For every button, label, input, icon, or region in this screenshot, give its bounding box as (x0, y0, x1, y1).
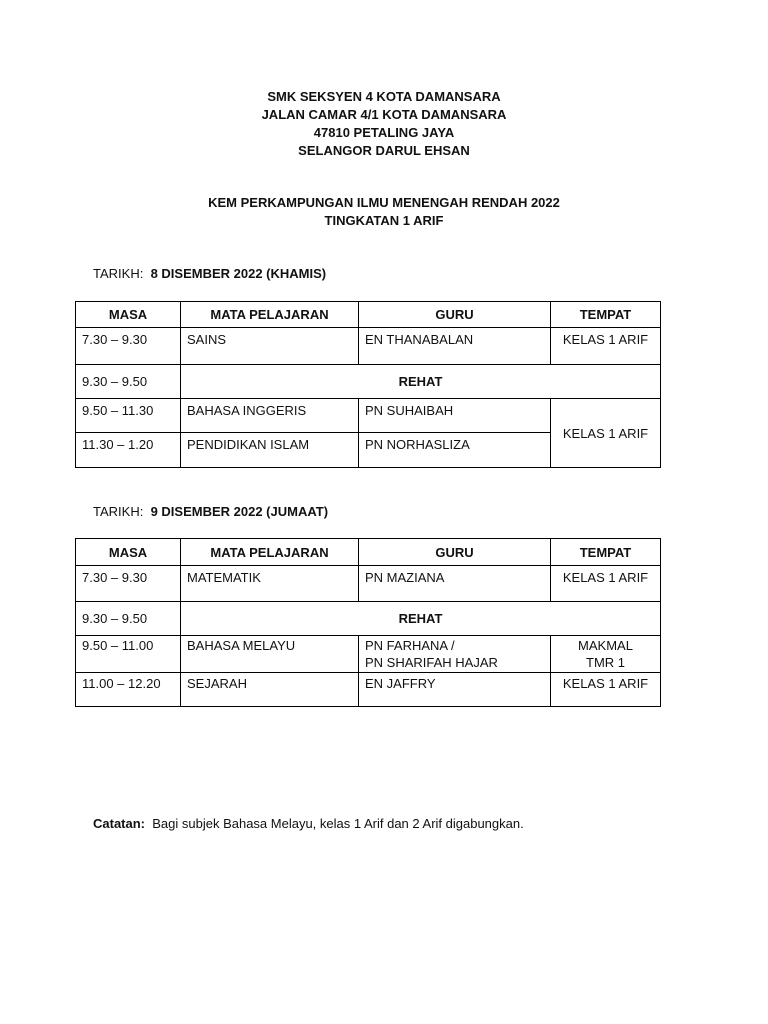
break-cell: REHAT (181, 602, 661, 636)
teacher-cell: EN THANABALAN (359, 328, 551, 365)
place-cell: KELAS 1 ARIF (551, 566, 661, 602)
table-row (76, 673, 661, 707)
day1-date (93, 265, 326, 283)
time-cell: 9.30 – 9.50 (76, 602, 181, 636)
date-label: TARIKH: (93, 266, 144, 281)
schedule-table-day1 (75, 301, 661, 468)
table-header-row (76, 302, 661, 328)
time-cell: 11.30 – 1.20 (76, 433, 181, 468)
time-cell: 7.30 – 9.30 (76, 328, 181, 365)
column-header: MATA PELAJARAN (181, 539, 359, 566)
class-title: TINGKATAN 1 ARIF (324, 213, 444, 228)
subject-cell: BAHASA INGGERIS (181, 399, 359, 433)
subject-cell: BAHASA MELAYU (181, 636, 359, 673)
place-cell: KELAS 1 ARIF (551, 673, 661, 707)
teacher-cell (359, 636, 551, 673)
table-row (76, 636, 661, 673)
subject-cell: SAINS (181, 328, 359, 365)
table-row (76, 602, 661, 636)
column-header: TEMPAT (551, 302, 661, 328)
table-row (76, 399, 661, 433)
school-address (0, 88, 768, 160)
place-cell: KELAS 1 ARIF (551, 399, 661, 468)
column-header: GURU (359, 302, 551, 328)
column-header: GURU (359, 539, 551, 566)
teacher-cell: PN NORHASLIZA (359, 433, 551, 468)
date-label: TARIKH: (93, 504, 144, 519)
table-header-row (76, 539, 661, 566)
break-cell: REHAT (181, 365, 661, 399)
teacher-cell: PN SUHAIBAH (359, 399, 551, 433)
column-header: MASA (76, 302, 181, 328)
teacher-cell: EN JAFFRY (359, 673, 551, 707)
camp-title: KEM PERKAMPUNGAN ILMU MENENGAH RENDAH 2022 (208, 195, 560, 210)
subject-cell: SEJARAH (181, 673, 359, 707)
table-row (76, 365, 661, 399)
teacher-cell: PN MAZIANA (359, 566, 551, 602)
place-cell (551, 636, 661, 673)
column-header: TEMPAT (551, 539, 661, 566)
address-street: JALAN CAMAR 4/1 KOTA DAMANSARA (261, 107, 507, 122)
time-cell: 9.50 – 11.30 (76, 399, 181, 433)
teacher-name: PN FARHANA / (365, 638, 455, 653)
place-cell: KELAS 1 ARIF (551, 328, 661, 365)
date-value: 9 DISEMBER 2022 (JUMAAT) (150, 504, 329, 519)
subject-cell: PENDIDIKAN ISLAM (181, 433, 359, 468)
schedule-table-day2 (75, 538, 661, 707)
time-cell: 11.00 – 12.20 (76, 673, 181, 707)
time-cell: 9.30 – 9.50 (76, 365, 181, 399)
table-row (76, 328, 661, 365)
subject-cell: MATEMATIK (181, 566, 359, 602)
note-label: Catatan: (93, 816, 146, 831)
teacher-name: PN SHARIFAH HAJAR (365, 655, 498, 670)
time-cell: 7.30 – 9.30 (76, 566, 181, 602)
note-text: Bagi subjek Bahasa Melayu, kelas 1 Arif dan 2 Arif digabungkan. (152, 816, 524, 831)
time-cell: 9.50 – 11.00 (76, 636, 181, 673)
note (93, 815, 524, 833)
column-header: MATA PELAJARAN (181, 302, 359, 328)
place-name: TMR 1 (586, 655, 625, 670)
place-name: MAKMAL (578, 638, 633, 653)
date-value: 8 DISEMBER 2022 (KHAMIS) (150, 266, 327, 281)
school-name: SMK SEKSYEN 4 KOTA DAMANSARA (267, 89, 501, 104)
table-row (76, 566, 661, 602)
day2-date (93, 503, 328, 521)
address-city: 47810 PETALING JAYA (313, 125, 455, 140)
address-state: SELANGOR DARUL EHSAN (298, 143, 470, 158)
column-header: MASA (76, 539, 181, 566)
document-title (0, 194, 768, 230)
